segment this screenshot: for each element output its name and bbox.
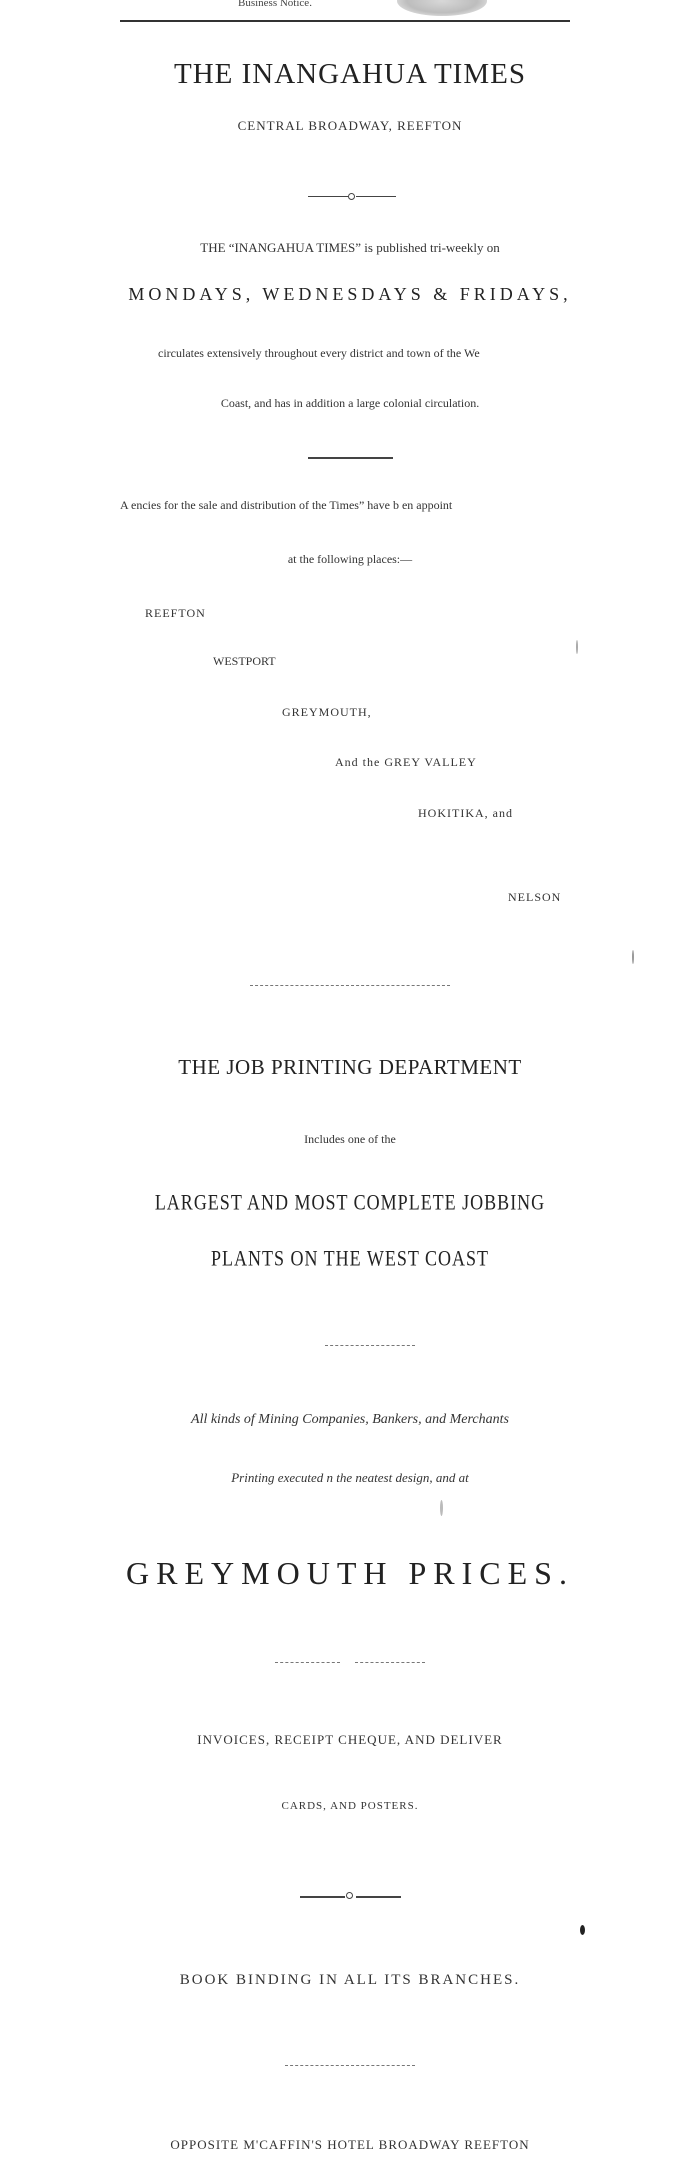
ink-speck [580, 1925, 585, 1935]
section-header-label: Business Notice. [238, 0, 312, 9]
ornament-rule-left-2 [300, 1896, 345, 1898]
ink-speck [440, 1500, 443, 1516]
printing-design-line: Printing executed n the neatest design, and at [231, 1470, 469, 1485]
agencies-line: A encies for the sale and distribution of the Times” have b en appoint [120, 498, 453, 512]
wavy-rule-4 [285, 2065, 415, 2066]
circulation-line-2: Coast, and has in addition a large colonial circulation. [220, 396, 480, 410]
publication-line: THE “INANGAHUA TIMES” is published tri-weekly on [200, 240, 500, 255]
stationery-line: INVOICES, RECEIPT CHEQUE, AND DELIVER [197, 1732, 503, 1747]
ornament-dot-2 [346, 1892, 353, 1899]
agencies-line-2: at the following places:— [287, 552, 413, 566]
largest-plants-line: LARGEST AND MOST COMPLETE JOBBING [154, 1189, 546, 1215]
ornament-rule-right [356, 196, 396, 197]
ink-speck [576, 640, 578, 654]
ornament-rule-left [308, 196, 348, 197]
masthead-title: THE INANGAHUA TIMES [174, 58, 526, 90]
wavy-rule [250, 985, 450, 986]
ornament-rule-right-2 [356, 1896, 401, 1898]
place-reefton: REEFTON [145, 606, 206, 620]
west-coast-line: PLANTS ON THE WEST COAST [210, 1245, 490, 1271]
printing-kinds-line: All kinds of Mining Companies, Bankers, and Merchants [191, 1412, 509, 1427]
ink-blot-decoration [397, 0, 487, 16]
includes-line: Includes one of the [304, 1132, 396, 1146]
stationery-line-2: CARDS, AND POSTERS. [281, 1800, 419, 1812]
publication-days: MONDAYS, WEDNESDAYS & FRIDAYS, [128, 284, 572, 304]
masthead-address: CENTRAL BROADWAY, REEFTON [237, 118, 463, 133]
place-grey-valley: And the GREY VALLEY [335, 755, 477, 769]
greymouth-prices: GREYMOUTH PRICES. [126, 1555, 574, 1591]
place-hokitika: HOKITIKA, and [418, 806, 513, 820]
wavy-rule-3a [275, 1662, 340, 1663]
top-rule [120, 20, 570, 22]
circulation-line: circulates extensively throughout every district and town of the We [158, 346, 480, 360]
book-binding-line: BOOK BINDING IN ALL ITS BRANCHES. [179, 1972, 521, 1988]
section-rule [308, 457, 393, 459]
ink-speck [632, 950, 634, 964]
place-westport: WESTPORT [213, 654, 276, 668]
ornament-dot [348, 193, 355, 200]
place-greymouth: GREYMOUTH, [282, 705, 372, 719]
wavy-rule-2 [325, 1345, 415, 1346]
wavy-rule-3b [355, 1662, 425, 1663]
footer-address: OPPOSITE M'CAFFIN'S HOTEL BROADWAY REEFTON [170, 2137, 530, 2152]
place-nelson: NELSON [508, 890, 562, 904]
job-printing-heading: THE JOB PRINTING DEPARTMENT [178, 1055, 522, 1079]
